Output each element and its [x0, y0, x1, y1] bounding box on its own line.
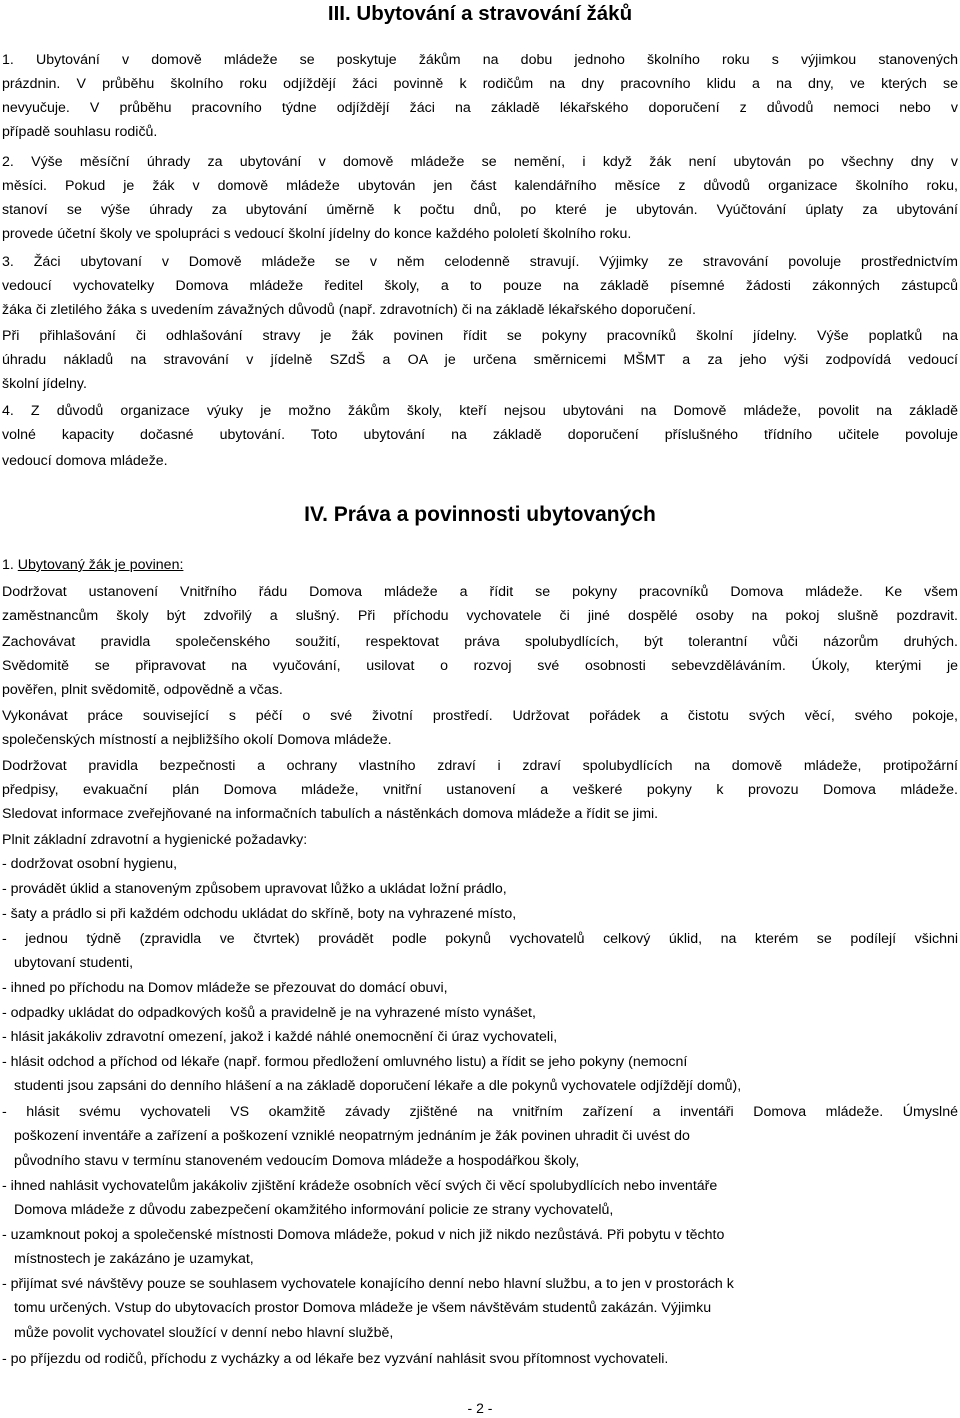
- paragraph-line: Plnit základní zdravotní a hygienické požadavky:: [2, 832, 308, 848]
- list-item: - jednou týdně (zpravidla ve čtvrtek) provádět podle pokynů vychovatelů celkový úklid, na kterém se podílejí všichni: [2, 931, 958, 947]
- paragraph-line: Vykonávat práce související s péčí o své životní prostředí. Udržovat pořádek a čistotu svých věcí, svého pokoje,: [2, 708, 958, 724]
- paragraph-line: volné kapacity dočasné ubytování. Toto ubytování na základě doporučení příslušného třídního učitele povoluje: [2, 427, 958, 443]
- list-item-continuation: poškození inventáře a zařízení a poškození vzniklé neopatrným jednáním je žák povinen uhradit či uvést do: [14, 1128, 690, 1144]
- paragraph-line: 3. Žáci ubytovaní v Domově mládeže se v něm celodenně stravují. Výjimky ze stravování povoluje prostřednictvím: [2, 254, 958, 270]
- list-item-continuation: Domova mládeže z důvodu zabezpečení okamžitého informování policie ze strany vychovatelů,: [14, 1202, 614, 1218]
- paragraph-line: vedoucí vychovatelky Domova mládeže ředitel školy, a to pouze na základě písemné žádosti zákonných zástupců: [2, 278, 958, 294]
- paragraph-line: Při přihlašování či odhlašování stravy je žák povinen řídit se pokyny pracovníků školní jídelny. Výše poplatků na: [2, 328, 958, 344]
- paragraph-line: vedoucí domova mládeže.: [2, 453, 168, 469]
- paragraph-line: společenských místností a nejbližšího okolí Domova mládeže.: [2, 732, 392, 748]
- paragraph-line: 1. Ubytování v domově mládeže se poskytuje žákům na dobu jednoho školního roku s výjimkou stanovených: [2, 52, 958, 68]
- paragraph-line: pověřen, plnit svědomitě, odpovědně a včas.: [2, 682, 283, 698]
- paragraph-line: Sledovat informace zveřejňované na informačních tabulích a nástěnkách domova mládeže a řídit se jimi.: [2, 806, 659, 822]
- paragraph-line: Zachovávat pravidla společenského soužití, respektovat práva spolubydlících, být tolerantní vůči názorům druhých.: [2, 634, 958, 650]
- list-item: - hlásit odchod a příchod od lékaře (např. formou předložení omluvného listu) a řídit se jeho pokyny (nemocní: [2, 1054, 688, 1070]
- paragraph-line: prázdnin. V průběhu školního roku odjíždějí žáci povinně k rodičům na dny pracovního klidu a na dny, ve kterých se: [2, 76, 958, 92]
- paragraph-line: Dodržovat ustanovení Vnitřního řádu Domova mládeže a řídit se pokyny pracovníků Domova mládeže. Ke všem: [2, 584, 958, 600]
- paragraph-line: měsíci. Pokud je žák v domově mládeže ubytován jen část kalendářního měsíce z důvodů organizace školního roku,: [2, 178, 958, 194]
- page-number: - 2 -: [467, 1400, 493, 1416]
- paragraph-line: 4. Z důvodů organizace výuky je možno žákům školy, kteří nejsou ubytováni na Domově mládeže, povolit na základě: [2, 403, 958, 419]
- paragraph-line: Dodržovat pravidla bezpečnosti a ochrany vlastního zdraví i zdraví spolubydlících na domově mládeže, protipožární: [2, 758, 958, 774]
- paragraph-line: případě souhlasu rodičů.: [2, 124, 158, 140]
- paragraph-line: úhradu nákladů na stravování v jídelně SZdŠ a OA je určena směrnicemi MŠMT a za jeho výši zodpovídá vedoucí: [2, 352, 958, 368]
- section-heading-3: III. Ubytování a stravování žáků: [327, 2, 633, 25]
- list-item: - uzamknout pokoj a společenské místnosti Domova mládeže, pokud v nich již nikdo nezůstává. Při pobytu v těchto: [2, 1227, 725, 1243]
- list-item-continuation: původního stavu v termínu stanoveném vedoucím Domova mládeže a hospodářkou školy,: [14, 1153, 580, 1169]
- paragraph-line: 2. Výše měsíční úhrady za ubytování v domově mládeže se nemění, i když žák není ubytován po všechny dny v: [2, 154, 958, 170]
- list-item-continuation: ubytovaní studenti,: [14, 955, 134, 971]
- list-item: - odpadky ukládat do odpadkových košů a pravidelně je na vyhrazené místo vynášet,: [2, 1005, 536, 1021]
- list-item-continuation: může povolit vychovatel sloužící v denní nebo hlavní službě,: [14, 1325, 394, 1341]
- paragraph-line: provede účetní školy ve spolupráci s vedoucí školní jídelny do konce každého pololetí školního roku.: [2, 226, 632, 242]
- paragraph-line: školní jídelny.: [2, 376, 87, 392]
- list-item: - přijímat své návštěvy pouze se souhlasem vychovatele konajícího denní nebo hlavní službu, a to jen v prostorách k: [2, 1276, 734, 1292]
- list-item: - šaty a prádlo si při každém odchodu ukládat do skříně, boty na vyhrazené místo,: [2, 906, 517, 922]
- list-item: - provádět úklid a stanoveným způsobem upravovat lůžko a ukládat ložní prádlo,: [2, 881, 507, 897]
- paragraph-line: stanoví se výše úhrady za ubytování úměrně k počtu dnů, po které je ubytován. Vyúčtování úplaty za ubytování: [2, 202, 958, 218]
- section-heading-4: IV. Práva a povinnosti ubytovaných: [304, 503, 656, 526]
- paragraph-line: zaměstnancům školy být zdvořilý a slušný. Při příchodu vychovatele či jiné dospělé osoby na pokoj slušně pozdravit.: [2, 608, 958, 624]
- list-item-continuation: místnostech je zakázáno je uzamykat,: [14, 1251, 254, 1267]
- list-item: - po příjezdu od rodičů, příchodu z vycházky a od lékaře bez vyzvání nahlásit svou přítomnost vychovateli.: [2, 1351, 669, 1367]
- subheading-number: 1.: [2, 557, 18, 573]
- list-item: - dodržovat osobní hygienu,: [2, 856, 178, 872]
- paragraph-line: předpisy, evakuační plán Domova mládeže, vnitřní ustanovení a veškeré pokyny k provozu Domova mládeže.: [2, 782, 958, 798]
- list-item-continuation: studenti jsou zapsáni do denního hlášení a na základě doporučení lékaře a dle pokynů vychovatele odjíždějí domů),: [14, 1078, 742, 1094]
- list-item-continuation: tomu určených. Vstup do ubytovacích prostor Domova mládeže je všem návštěvám studentů zakázán. Výjimku: [14, 1300, 712, 1316]
- list-item: - hlásit jakákoliv zdravotní omezení, jakož i každé náhlé onemocnění či úraz vychovateli,: [2, 1029, 558, 1045]
- subheading: [2, 553, 958, 577]
- paragraph-line: nevyučuje. V průběhu pracovního týdne odjíždějí žáci na základě lékařského doporučení z důvodů nemoci nebo v: [2, 100, 958, 116]
- list-item: - hlásit svému vychovateli VS okamžitě závady zjištěné na vnitřním zařízení a inventáři Domova mládeže. Úmyslné: [2, 1104, 958, 1120]
- list-item: - ihned nahlásit vychovatelům jakákoliv zjištění krádeže osobních věcí svých či věcí spolubydlících nebo inventáře: [2, 1178, 718, 1194]
- paragraph-line: Svědomitě se připravovat na vyučování, usilovat o rozvoj své osobnosti sebevzděláváním. Úkoly, kterými je: [2, 658, 958, 674]
- list-item: - ihned po příchodu na Domov mládeže se přezouvat do domácí obuvi,: [2, 980, 448, 996]
- subheading-text: Ubytovaný žák je povinen:: [17, 557, 184, 573]
- paragraph-line: žáka či zletilého žáka s uvedením závažných důvodů (např. zdravotních) či na základě lékařského doporučení.: [2, 302, 696, 318]
